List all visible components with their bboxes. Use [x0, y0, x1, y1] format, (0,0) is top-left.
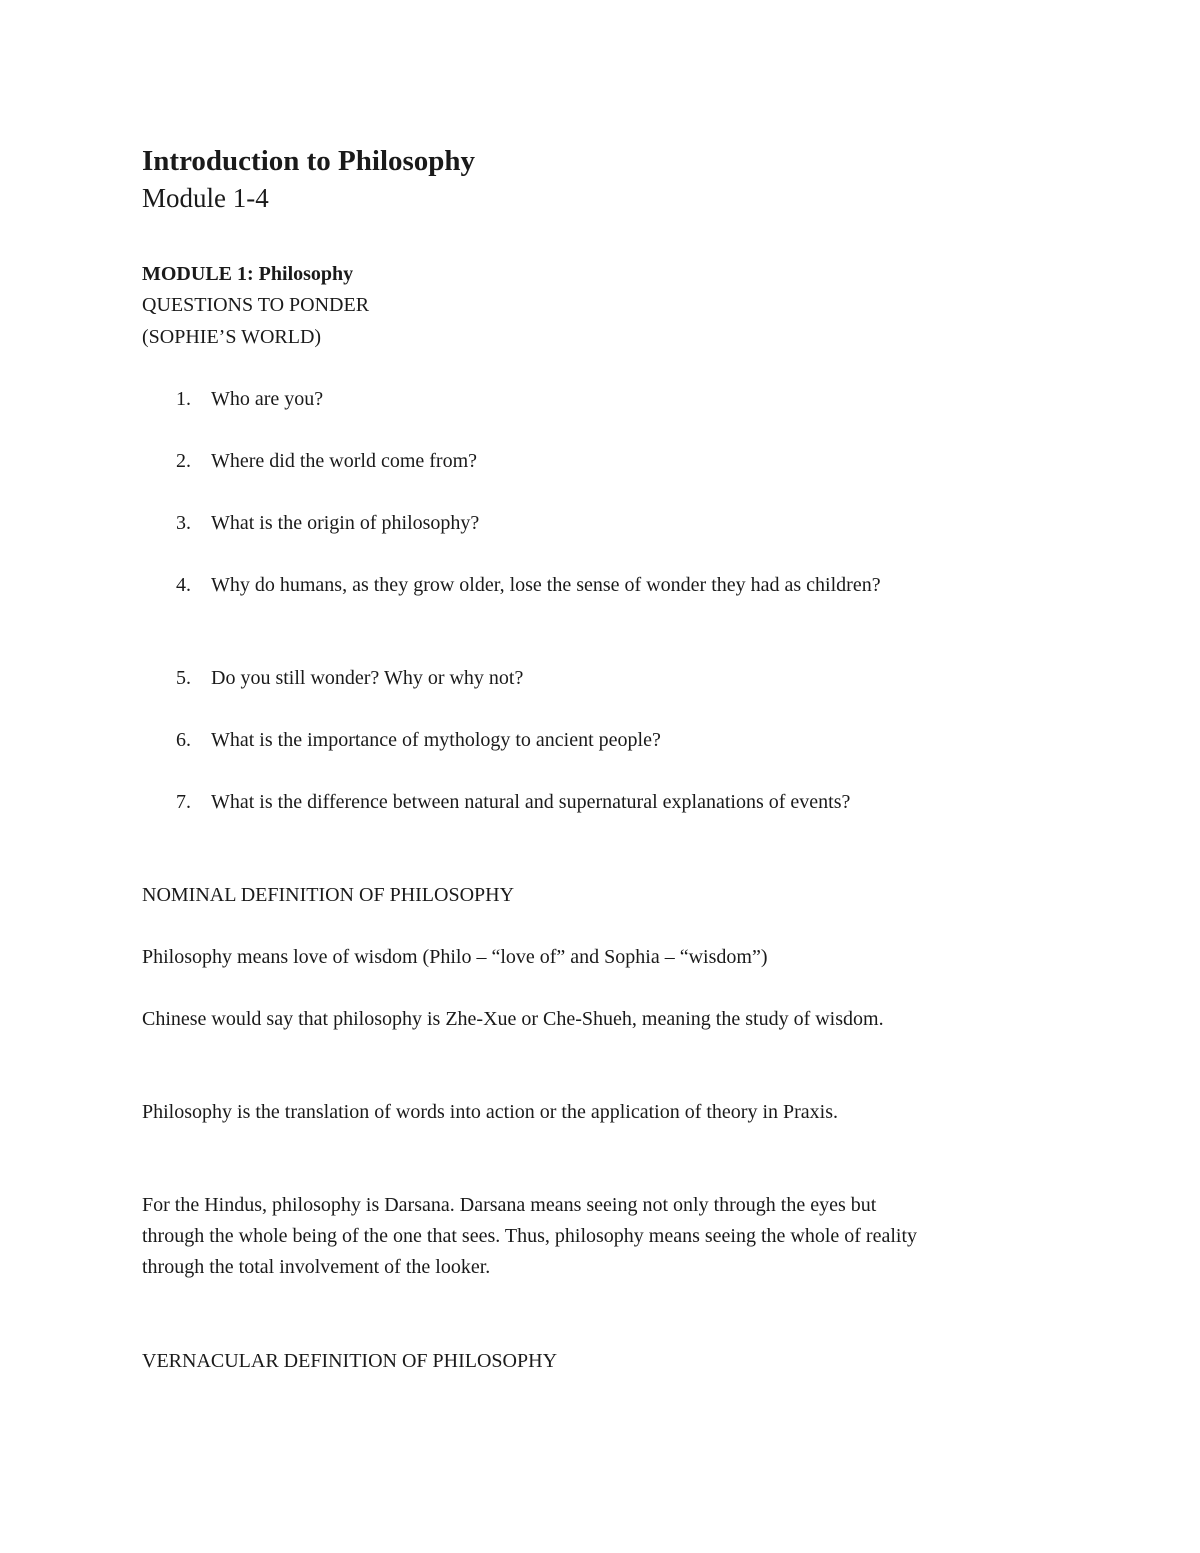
section-heading-vernacular: VERNACULAR DEFINITION OF PHILOSOPHY — [142, 1350, 558, 1372]
list-item-text: What is the difference between natural and supernatural explanations of events? — [211, 791, 851, 813]
document-subtitle: Module 1-4 — [142, 183, 269, 213]
list-item-text: Who are you? — [211, 388, 324, 410]
paragraph: For the Hindus, philosophy is Darsana. Darsana means seeing not only through the eyes but through the whole being of the one that sees. Thus, philosophy means seeing the whole of reality through the total involvement of the looker. — [142, 1194, 918, 1278]
list-item-number: 1. — [176, 388, 191, 410]
paragraph: Philosophy is the translation of words into action or the application of theory in Praxis. — [142, 1101, 839, 1123]
list-item-number: 5. — [176, 667, 191, 689]
module-heading — [142, 259, 353, 290]
list-item-number: 6. — [176, 729, 191, 751]
list-item-number: 4. — [176, 574, 191, 596]
list-item-text: Why do humans, as they grow older, lose the sense of wonder they had as children? — [211, 574, 881, 596]
source-label: (SOPHIE’S WORLD) — [142, 326, 322, 348]
list-item-text: Where did the world come from? — [211, 450, 478, 472]
section-heading-nominal: NOMINAL DEFINITION OF PHILOSOPHY — [142, 884, 515, 906]
list-item-number: 2. — [176, 450, 191, 472]
list-item-text: What is the importance of mythology to ancient people? — [211, 729, 661, 751]
list-item-number: 7. — [176, 791, 191, 813]
paragraph: Chinese would say that philosophy is Zhe-Xue or Che-Shueh, meaning the study of wisdom. — [142, 1008, 884, 1030]
document-title: Introduction to Philosophy — [142, 145, 476, 177]
list-item-number: 3. — [176, 512, 191, 534]
list-item-text: What is the origin of philosophy? — [211, 512, 480, 534]
section-label-questions: QUESTIONS TO PONDER — [142, 294, 370, 316]
paragraph: Philosophy means love of wisdom (Philo – “love of” and Sophia – “wisdom”) — [142, 946, 768, 968]
list-item-text: Do you still wonder? Why or why not? — [211, 667, 524, 689]
module-heading-name: Philosophy — [258, 263, 354, 285]
module-heading-prefix: MODULE 1: — [142, 263, 259, 285]
